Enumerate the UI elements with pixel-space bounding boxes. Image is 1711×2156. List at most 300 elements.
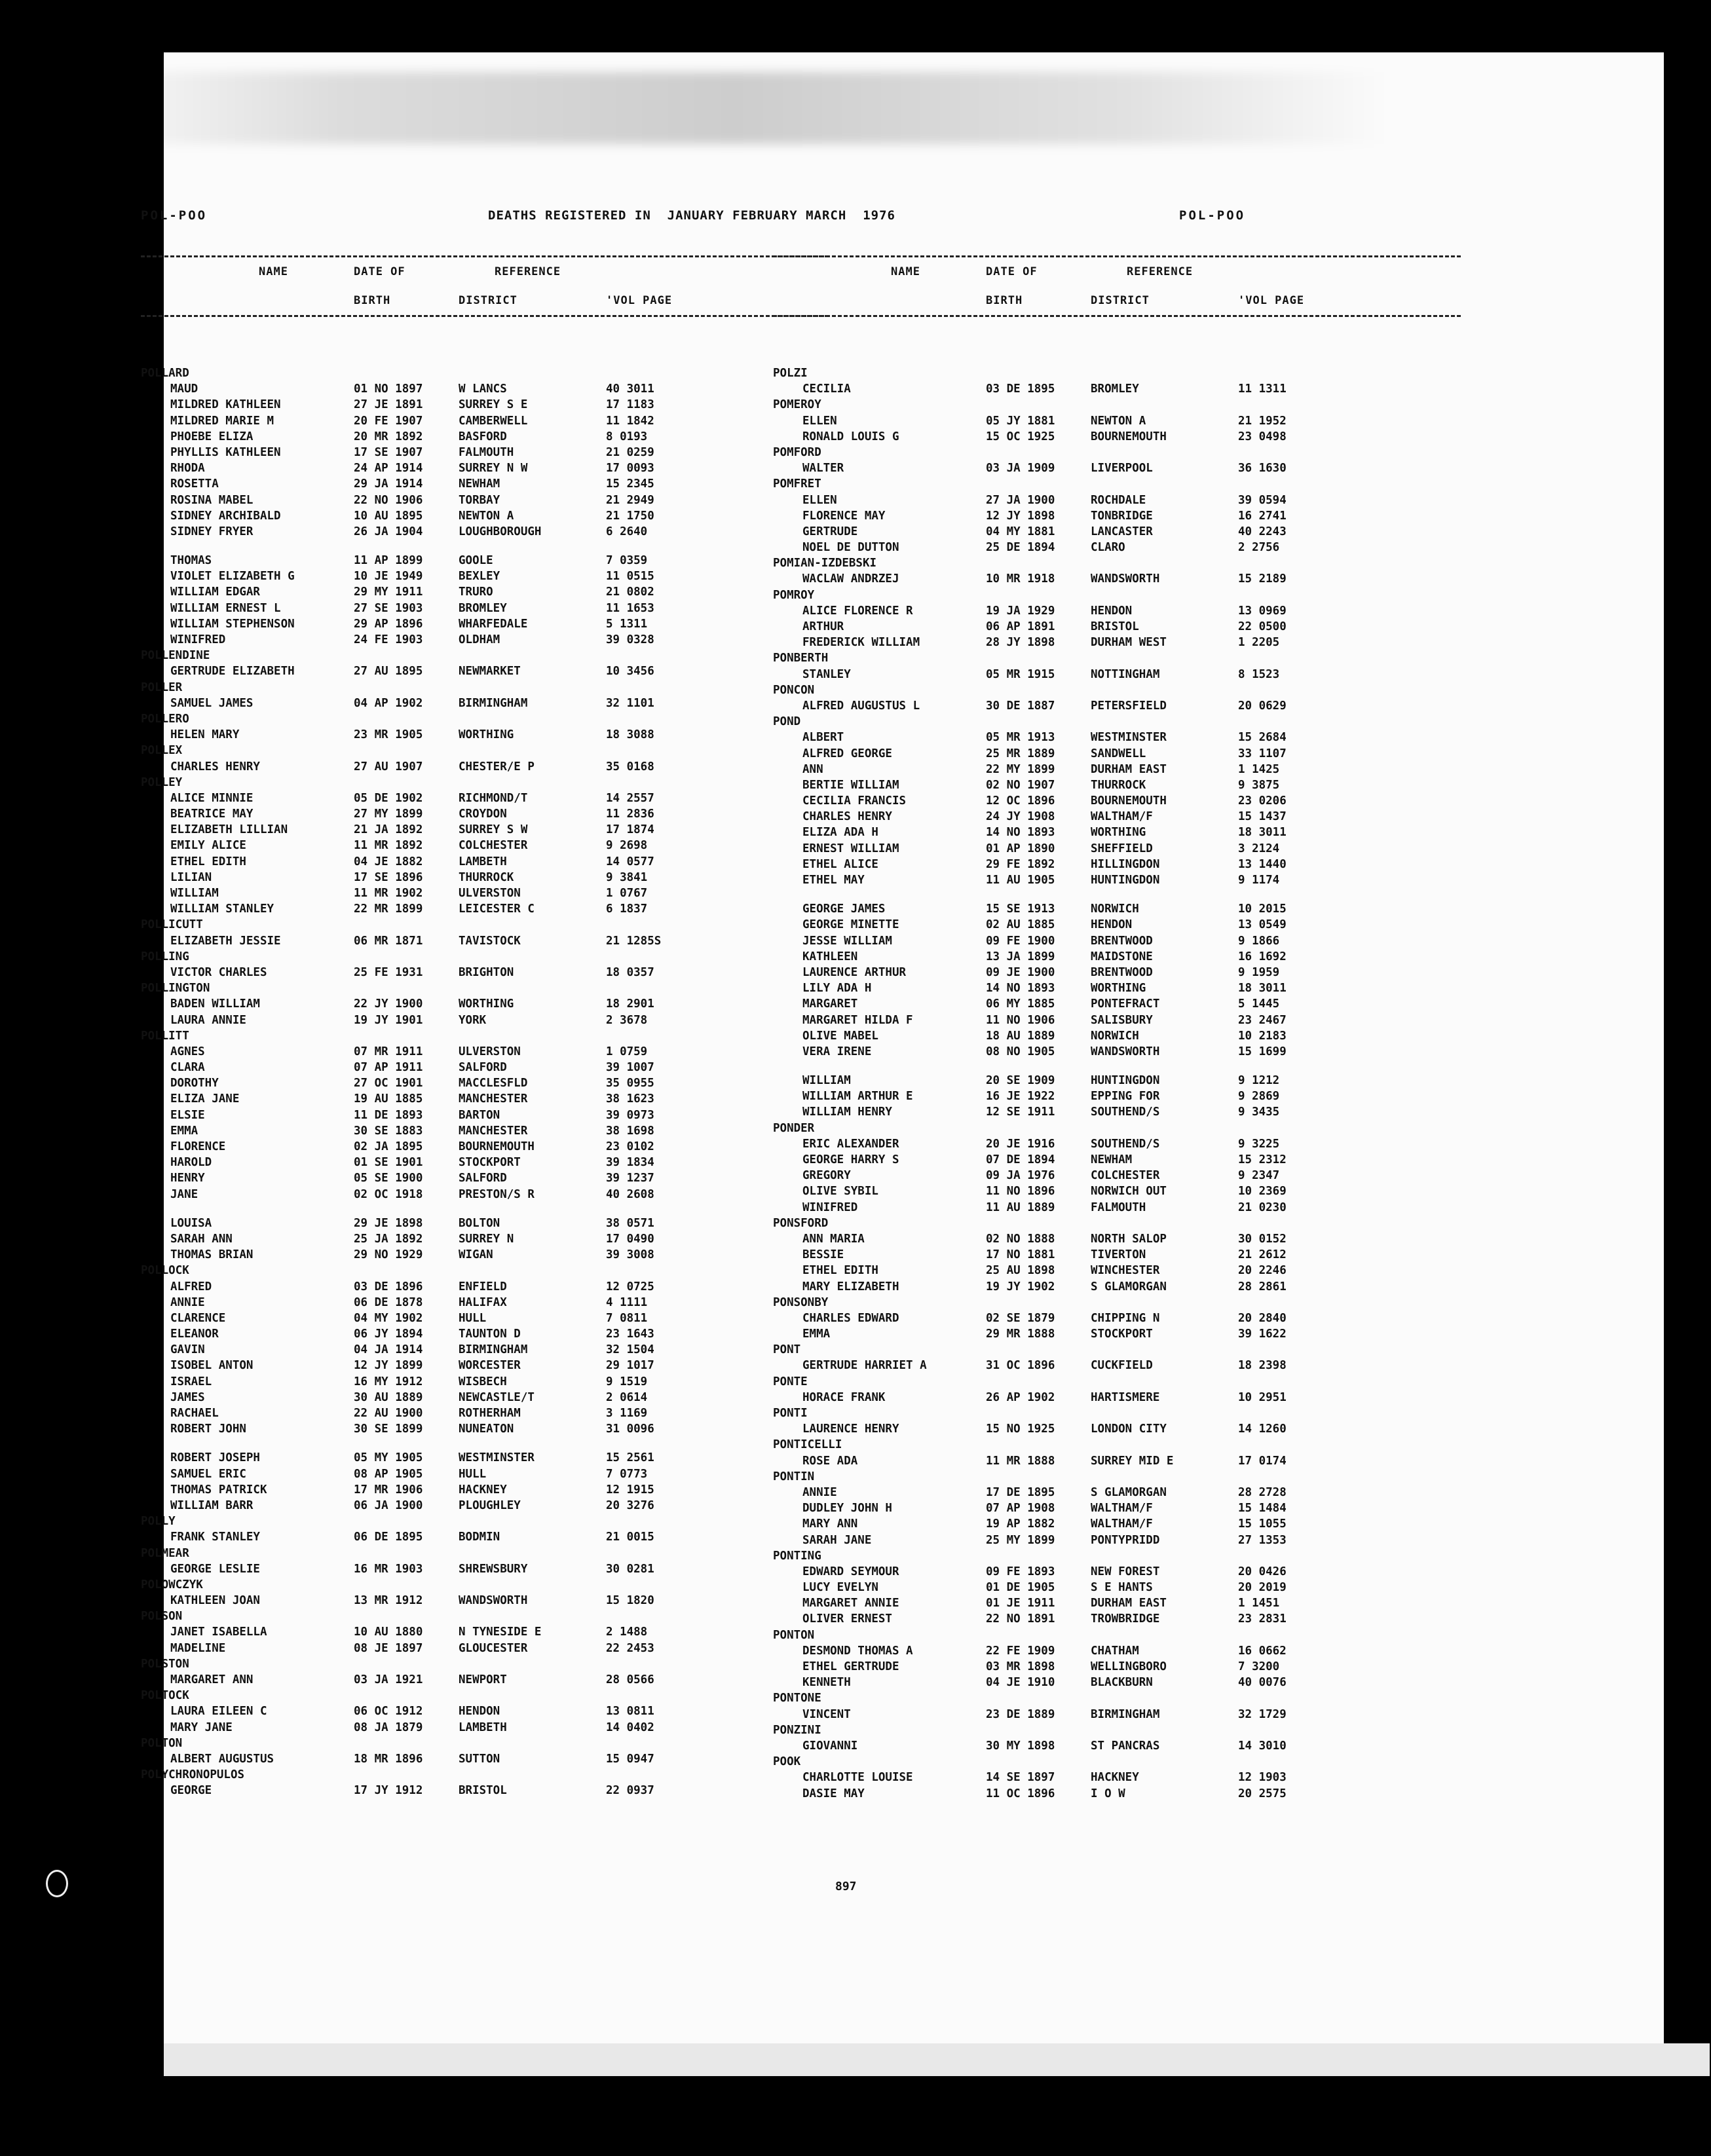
district: BOURNEMOUTH bbox=[1091, 430, 1167, 443]
death-record-row bbox=[141, 1172, 717, 1187]
birth-date: 27 AU 1895 bbox=[354, 665, 423, 678]
forename: WILLIAM BARR bbox=[170, 1498, 254, 1512]
surname-heading bbox=[141, 367, 717, 382]
volume-page: 15 1437 bbox=[1238, 810, 1287, 824]
forename: WILLIAM ARTHUR E bbox=[802, 1090, 913, 1104]
death-record-row bbox=[773, 950, 1349, 966]
birth-date: 20 SE 1909 bbox=[986, 1074, 1055, 1088]
volume-page: 23 0498 bbox=[1238, 430, 1287, 443]
volume-page: 12 0725 bbox=[606, 1280, 654, 1293]
district: LANCASTER bbox=[1091, 525, 1153, 538]
death-record-row bbox=[141, 1312, 717, 1328]
district: SALISBURY bbox=[1091, 1013, 1153, 1027]
death-record-row bbox=[141, 697, 717, 713]
district: WORTHING bbox=[459, 728, 514, 742]
birth-date: 04 MY 1881 bbox=[986, 525, 1055, 538]
forename: GEORGE LESLIE bbox=[170, 1562, 260, 1576]
birth-date: 18 MR 1896 bbox=[354, 1752, 423, 1766]
surname-heading bbox=[773, 1550, 1349, 1565]
district: PONTEFRACT bbox=[1091, 997, 1160, 1011]
death-record-row bbox=[141, 792, 717, 808]
birth-date: 04 JE 1882 bbox=[354, 855, 423, 868]
district: WESTMINSTER bbox=[459, 1451, 535, 1465]
birth-date: 11 MR 1902 bbox=[354, 887, 423, 900]
volume-page: 21 0259 bbox=[606, 445, 654, 459]
birth-date: 09 JE 1900 bbox=[986, 965, 1055, 979]
death-record-row bbox=[141, 1359, 717, 1375]
district: CAMBERWELL bbox=[459, 414, 528, 428]
volume-page: 20 2246 bbox=[1238, 1264, 1287, 1278]
district: SALFORD bbox=[459, 1172, 507, 1185]
death-record-row bbox=[141, 1061, 717, 1077]
birth-date: 13 JA 1899 bbox=[986, 950, 1055, 963]
forename: MARGARET HILDA F bbox=[802, 1013, 913, 1027]
forename: VICTOR CHARLES bbox=[170, 965, 267, 979]
forename: LILIAN bbox=[170, 870, 212, 884]
volume-page: 11 1311 bbox=[1238, 382, 1287, 396]
surname-heading bbox=[141, 1578, 717, 1594]
surname: PONZINI bbox=[773, 1723, 821, 1737]
death-record-row bbox=[141, 1451, 717, 1467]
birth-date: 10 AU 1895 bbox=[354, 509, 423, 523]
forename: STANLEY bbox=[802, 667, 851, 681]
surname-heading bbox=[141, 1737, 717, 1753]
volume-page: 9 3225 bbox=[1238, 1137, 1280, 1151]
surname-heading bbox=[141, 1768, 717, 1784]
birth-date: 14 NO 1893 bbox=[986, 826, 1055, 840]
birth-date: 17 SE 1907 bbox=[354, 445, 423, 459]
surname: POLLOCK bbox=[141, 1264, 189, 1278]
death-record-row bbox=[141, 997, 717, 1013]
volume-page: 20 2575 bbox=[1238, 1787, 1287, 1800]
volume-page: 40 3011 bbox=[606, 382, 654, 396]
district: HENDON bbox=[1091, 604, 1133, 618]
district: TRURO bbox=[459, 585, 493, 599]
forename: ETHEL ALICE bbox=[802, 857, 878, 871]
forename: LAURENCE HENRY bbox=[802, 1422, 899, 1436]
district: DURHAM WEST bbox=[1091, 636, 1167, 650]
death-record-row bbox=[773, 810, 1349, 826]
district: I O W bbox=[1091, 1787, 1125, 1800]
birth-date: 05 DE 1902 bbox=[354, 791, 423, 805]
birth-date: 05 SE 1900 bbox=[354, 1172, 423, 1185]
birth-date: 30 DE 1887 bbox=[986, 699, 1055, 713]
surname: PONTI bbox=[773, 1407, 808, 1420]
volume-page: 11 1842 bbox=[606, 414, 654, 428]
birth-date: 17 MR 1906 bbox=[354, 1483, 423, 1496]
district: TAUNTON D bbox=[459, 1328, 521, 1341]
volume-page: 18 0357 bbox=[606, 965, 654, 979]
forename: CLARENCE bbox=[170, 1311, 226, 1325]
birth-date: 01 SE 1901 bbox=[354, 1156, 423, 1170]
death-record-row bbox=[773, 1106, 1349, 1121]
death-record-row bbox=[141, 665, 717, 680]
district: CHESTER/E P bbox=[459, 760, 535, 773]
death-record-row bbox=[141, 1077, 717, 1092]
birth-date: 02 NO 1907 bbox=[986, 778, 1055, 792]
death-record-row bbox=[773, 966, 1349, 982]
death-record-row bbox=[141, 855, 717, 871]
volume-page: 21 0015 bbox=[606, 1531, 654, 1544]
district: WHARFEDALE bbox=[459, 617, 528, 631]
forename: GEORGE JAMES bbox=[802, 902, 886, 916]
volume-page: 10 2183 bbox=[1238, 1029, 1287, 1043]
district: HULL bbox=[459, 1311, 487, 1325]
district: NEWCASTLE/T bbox=[459, 1390, 535, 1404]
col-district-label: DISTRICT bbox=[459, 294, 517, 307]
volume-page: 7 0811 bbox=[606, 1311, 648, 1325]
volume-page: 21 0230 bbox=[1238, 1200, 1287, 1214]
death-record-row bbox=[773, 541, 1349, 557]
birth-date: 11 NO 1906 bbox=[986, 1013, 1055, 1027]
forename: ELLEN bbox=[802, 414, 837, 428]
volume-page: 15 0947 bbox=[606, 1752, 654, 1766]
district: LAMBETH bbox=[459, 1720, 507, 1734]
district: SUTTON bbox=[459, 1752, 500, 1766]
volume-page: 17 1183 bbox=[606, 398, 654, 412]
birth-date: 17 NO 1881 bbox=[986, 1248, 1055, 1262]
surname-heading bbox=[141, 1030, 717, 1045]
death-record-row bbox=[773, 636, 1349, 652]
forename: LAURA EILEEN C bbox=[170, 1705, 267, 1719]
birth-date: 27 SE 1903 bbox=[354, 601, 423, 615]
birth-date: 07 AP 1911 bbox=[354, 1061, 423, 1075]
birth-date: 03 JA 1909 bbox=[986, 462, 1055, 475]
forename: DASIE MAY bbox=[802, 1787, 865, 1800]
forename: NOEL DE DUTTON bbox=[802, 541, 899, 555]
death-record-row bbox=[773, 1739, 1349, 1755]
forename: ETHEL MAY bbox=[802, 874, 865, 887]
forename: LAURENCE ARTHUR bbox=[802, 965, 907, 979]
birth-date: 22 JY 1900 bbox=[354, 997, 423, 1011]
death-record-row bbox=[141, 633, 717, 649]
surname-heading bbox=[773, 715, 1349, 731]
surname-heading bbox=[773, 1122, 1349, 1138]
district: THURROCK bbox=[459, 870, 514, 884]
birth-date: 11 OC 1896 bbox=[986, 1787, 1055, 1800]
surname: POLLEY bbox=[141, 775, 183, 789]
surname: POLLING bbox=[141, 950, 189, 963]
forename: MARGARET ANN bbox=[170, 1673, 254, 1686]
volume-page: 9 1519 bbox=[606, 1375, 648, 1388]
death-record-row bbox=[773, 1486, 1349, 1502]
death-record-row bbox=[141, 1124, 717, 1140]
birth-date: 01 NO 1897 bbox=[354, 382, 423, 396]
district: MANCHESTER bbox=[459, 1124, 528, 1138]
forename: ETHEL EDITH bbox=[170, 855, 246, 868]
death-record-row bbox=[141, 1233, 717, 1248]
birth-date: 02 JA 1895 bbox=[354, 1140, 423, 1153]
surname-heading bbox=[141, 681, 717, 697]
surname-heading bbox=[141, 1658, 717, 1673]
death-record-row bbox=[773, 1030, 1349, 1045]
forename: ROSINA MABEL bbox=[170, 493, 254, 507]
surname-heading bbox=[141, 776, 717, 792]
death-record-row bbox=[773, 1233, 1349, 1248]
birth-date: 09 FE 1900 bbox=[986, 934, 1055, 948]
birth-date: 05 MY 1905 bbox=[354, 1451, 423, 1465]
surname-heading bbox=[141, 1689, 717, 1705]
birth-date: 04 AP 1902 bbox=[354, 696, 423, 710]
death-record-row bbox=[141, 823, 717, 839]
page-number: 897 bbox=[835, 1880, 857, 1893]
birth-date: 19 JA 1929 bbox=[986, 604, 1055, 618]
district: NORWICH bbox=[1091, 902, 1139, 916]
volume-page: 16 0662 bbox=[1238, 1644, 1287, 1658]
death-record-row bbox=[141, 1296, 717, 1312]
district: MAIDSTONE bbox=[1091, 950, 1153, 963]
forename: CECILIA FRANCIS bbox=[802, 794, 907, 808]
forename: ANNIE bbox=[170, 1295, 205, 1309]
surname-heading bbox=[773, 589, 1349, 604]
col-date-label: DATE OF bbox=[986, 265, 1038, 278]
district: RICHMOND/T bbox=[459, 791, 528, 805]
district: WIGAN bbox=[459, 1248, 493, 1262]
forename: EMILY ALICE bbox=[170, 839, 246, 853]
birth-date: 06 DE 1895 bbox=[354, 1531, 423, 1544]
volume-page: 3 1169 bbox=[606, 1407, 648, 1420]
surname: PONT bbox=[773, 1343, 801, 1357]
district: FALMOUTH bbox=[1091, 1200, 1146, 1214]
surname: POMROY bbox=[773, 588, 815, 602]
forename: WINIFRED bbox=[170, 633, 226, 646]
birth-date: 22 MY 1899 bbox=[986, 762, 1055, 776]
death-record-row bbox=[773, 1771, 1349, 1787]
col-name-label: NAME bbox=[891, 265, 920, 278]
forename: RACHAEL bbox=[170, 1407, 219, 1420]
district: BRENTWOOD bbox=[1091, 934, 1153, 948]
district: TORBAY bbox=[459, 493, 500, 507]
volume-page: 2 1488 bbox=[606, 1626, 648, 1639]
volume-page: 1 0759 bbox=[606, 1045, 648, 1058]
death-record-row bbox=[773, 1074, 1349, 1090]
volume-page: 21 1750 bbox=[606, 509, 654, 523]
scan-edge bbox=[164, 2043, 1710, 2076]
forename: ARTHUR bbox=[802, 620, 844, 633]
birth-date: 06 JY 1894 bbox=[354, 1328, 423, 1341]
header-left: POL-POO bbox=[141, 208, 208, 223]
district: LONDON CITY bbox=[1091, 1422, 1167, 1436]
death-record-row bbox=[773, 1676, 1349, 1692]
forename: MARY ELIZABETH bbox=[802, 1280, 899, 1293]
volume-page: 9 3435 bbox=[1238, 1106, 1280, 1119]
volume-page: 28 0566 bbox=[606, 1673, 654, 1686]
volume-page: 39 0594 bbox=[1238, 493, 1287, 507]
forename: ALFRED bbox=[170, 1280, 212, 1293]
volume-page: 1 1451 bbox=[1238, 1597, 1280, 1610]
surname-heading bbox=[141, 1610, 717, 1626]
district: BOURNEMOUTH bbox=[1091, 794, 1167, 808]
birth-date: 05 MR 1915 bbox=[986, 667, 1055, 681]
district: DURHAM EAST bbox=[1091, 1597, 1167, 1610]
forename: RONALD LOUIS G bbox=[802, 430, 899, 443]
birth-date: 30 SE 1883 bbox=[354, 1124, 423, 1138]
birth-date: 14 SE 1897 bbox=[986, 1771, 1055, 1785]
district: WALTHAM/F bbox=[1091, 1502, 1153, 1515]
header-right: POL-POO bbox=[1179, 208, 1246, 223]
surname-heading bbox=[773, 398, 1349, 414]
death-record-row bbox=[141, 1188, 717, 1204]
forename: ALBERT bbox=[802, 731, 844, 745]
district: OLDHAM bbox=[459, 633, 500, 646]
forename: SIDNEY FRYER bbox=[170, 525, 254, 538]
death-record-row bbox=[773, 1328, 1349, 1343]
surname-heading bbox=[141, 744, 717, 760]
death-record-row bbox=[773, 1090, 1349, 1106]
surname-heading bbox=[773, 1470, 1349, 1486]
birth-date: 25 MY 1899 bbox=[986, 1533, 1055, 1547]
death-record-row bbox=[141, 839, 717, 855]
volume-page: 20 2019 bbox=[1238, 1581, 1287, 1595]
volume-page: 20 3276 bbox=[606, 1498, 654, 1512]
surname-heading bbox=[141, 1264, 717, 1280]
volume-page: 13 1440 bbox=[1238, 857, 1287, 871]
volume-page: 22 0500 bbox=[1238, 620, 1287, 633]
row-spacer bbox=[141, 541, 717, 554]
surname: POND bbox=[773, 715, 801, 729]
death-record-row bbox=[773, 430, 1349, 446]
district: HARTISMERE bbox=[1091, 1390, 1160, 1404]
district: BEXLEY bbox=[459, 570, 500, 584]
forename: SARAH JANE bbox=[802, 1533, 872, 1547]
birth-date: 07 AP 1908 bbox=[986, 1502, 1055, 1515]
birth-date: 17 DE 1895 bbox=[986, 1485, 1055, 1499]
volume-page: 15 1820 bbox=[606, 1594, 654, 1608]
forename: FLORENCE MAY bbox=[802, 509, 886, 523]
district: SURREY MID E bbox=[1091, 1454, 1174, 1468]
district: HULL bbox=[459, 1467, 487, 1481]
district: NEWMARKET bbox=[459, 665, 521, 678]
surname-heading bbox=[773, 1692, 1349, 1707]
birth-date: 13 MR 1912 bbox=[354, 1594, 423, 1608]
volume-page: 23 1643 bbox=[606, 1328, 654, 1341]
death-record-row bbox=[141, 1328, 717, 1343]
death-record-row bbox=[141, 1422, 717, 1438]
surname: POOK bbox=[773, 1755, 801, 1769]
death-record-row bbox=[773, 510, 1349, 525]
death-record-row bbox=[773, 1169, 1349, 1185]
right-column bbox=[773, 367, 1349, 1803]
birth-date: 20 MR 1892 bbox=[354, 430, 423, 443]
death-record-row bbox=[773, 997, 1349, 1013]
district: CHATHAM bbox=[1091, 1644, 1139, 1658]
district: SURREY N W bbox=[459, 462, 528, 475]
forename: JAMES bbox=[170, 1390, 205, 1404]
death-record-row bbox=[773, 1612, 1349, 1628]
volume-page: 30 0281 bbox=[606, 1562, 654, 1576]
death-record-row bbox=[773, 415, 1349, 430]
death-record-row bbox=[141, 1594, 717, 1610]
district: NEWTON A bbox=[1091, 414, 1146, 428]
death-record-row bbox=[141, 415, 717, 430]
death-record-row bbox=[773, 779, 1349, 794]
surname: POLLERO bbox=[141, 712, 189, 726]
district: ROCHDALE bbox=[1091, 493, 1146, 507]
death-record-row bbox=[141, 902, 717, 918]
birth-date: 25 JA 1892 bbox=[354, 1232, 423, 1246]
volume-page: 9 1212 bbox=[1238, 1074, 1280, 1088]
death-record-row bbox=[773, 794, 1349, 810]
volume-page: 23 0206 bbox=[1238, 794, 1287, 808]
forename: ELEANOR bbox=[170, 1328, 219, 1341]
district: WISBECH bbox=[459, 1375, 507, 1388]
district: COLCHESTER bbox=[1091, 1169, 1160, 1183]
surname: PONTING bbox=[773, 1549, 821, 1563]
volume-page: 7 3200 bbox=[1238, 1660, 1280, 1673]
forename: ELLEN bbox=[802, 493, 837, 507]
volume-page: 35 0168 bbox=[606, 760, 654, 773]
volume-page: 39 1007 bbox=[606, 1061, 654, 1075]
col-volpage-label: 'VOL PAGE bbox=[1238, 294, 1305, 307]
volume-page: 1 1425 bbox=[1238, 762, 1280, 776]
district: BRISTOL bbox=[459, 1784, 507, 1798]
district: TROWBRIDGE bbox=[1091, 1612, 1160, 1626]
volume-page: 17 0490 bbox=[606, 1232, 654, 1246]
birth-date: 22 MR 1899 bbox=[354, 902, 423, 916]
district: LOUGHBOROUGH bbox=[459, 525, 542, 538]
forename: THOMAS PATRICK bbox=[170, 1483, 267, 1496]
district: NEW FOREST bbox=[1091, 1565, 1160, 1578]
forename: CHARLOTTE LOUISE bbox=[802, 1771, 913, 1785]
col-date-label: DATE OF bbox=[354, 265, 405, 278]
forename: LILY ADA H bbox=[802, 982, 872, 995]
death-record-row bbox=[773, 1581, 1349, 1597]
col-name-label: NAME bbox=[259, 265, 288, 278]
death-record-row bbox=[141, 871, 717, 887]
district: TAVISTOCK bbox=[459, 934, 521, 948]
forename: GAVIN bbox=[170, 1343, 205, 1357]
volume-page: 5 1311 bbox=[606, 617, 648, 631]
punch-hole bbox=[46, 1870, 68, 1897]
death-record-row bbox=[141, 1375, 717, 1391]
district: GLOUCESTER bbox=[459, 1641, 528, 1655]
birth-date: 21 JA 1892 bbox=[354, 823, 423, 837]
surname: POLLICUTT bbox=[141, 918, 203, 932]
death-record-row bbox=[141, 1753, 717, 1768]
birth-date: 10 AU 1880 bbox=[354, 1626, 423, 1639]
volume-page: 2 3678 bbox=[606, 1013, 648, 1027]
volume-page: 11 0515 bbox=[606, 570, 654, 584]
district: CLARO bbox=[1091, 541, 1125, 555]
birth-date: 18 AU 1889 bbox=[986, 1029, 1055, 1043]
forename: GREGORY bbox=[802, 1169, 851, 1183]
death-record-row bbox=[141, 728, 717, 744]
forename: JANE bbox=[170, 1187, 198, 1201]
forename: CECILIA bbox=[802, 382, 851, 396]
death-record-row bbox=[773, 699, 1349, 715]
district: HUNTINGDON bbox=[1091, 1074, 1160, 1088]
forename: GERTRUDE HARRIET A bbox=[802, 1359, 927, 1373]
birth-date: 07 MR 1911 bbox=[354, 1045, 423, 1058]
district: NORWICH OUT bbox=[1091, 1185, 1167, 1199]
birth-date: 11 MR 1888 bbox=[986, 1454, 1055, 1468]
forename: KENNETH bbox=[802, 1676, 851, 1690]
death-record-row bbox=[141, 1784, 717, 1800]
death-record-row bbox=[141, 446, 717, 462]
volume-page: 2 0614 bbox=[606, 1390, 648, 1404]
forename: ANN MARIA bbox=[802, 1232, 865, 1246]
volume-page: 15 2561 bbox=[606, 1451, 654, 1465]
volume-page: 5 1445 bbox=[1238, 997, 1280, 1011]
death-record-row bbox=[773, 1455, 1349, 1470]
birth-date: 25 FE 1931 bbox=[354, 965, 423, 979]
birth-date: 03 JA 1921 bbox=[354, 1673, 423, 1686]
volume-page: 39 0973 bbox=[606, 1108, 654, 1122]
surname-heading bbox=[773, 367, 1349, 382]
birth-date: 19 JY 1902 bbox=[986, 1280, 1055, 1293]
surname: POLMEAR bbox=[141, 1546, 189, 1560]
district: WORTHING bbox=[1091, 826, 1146, 840]
